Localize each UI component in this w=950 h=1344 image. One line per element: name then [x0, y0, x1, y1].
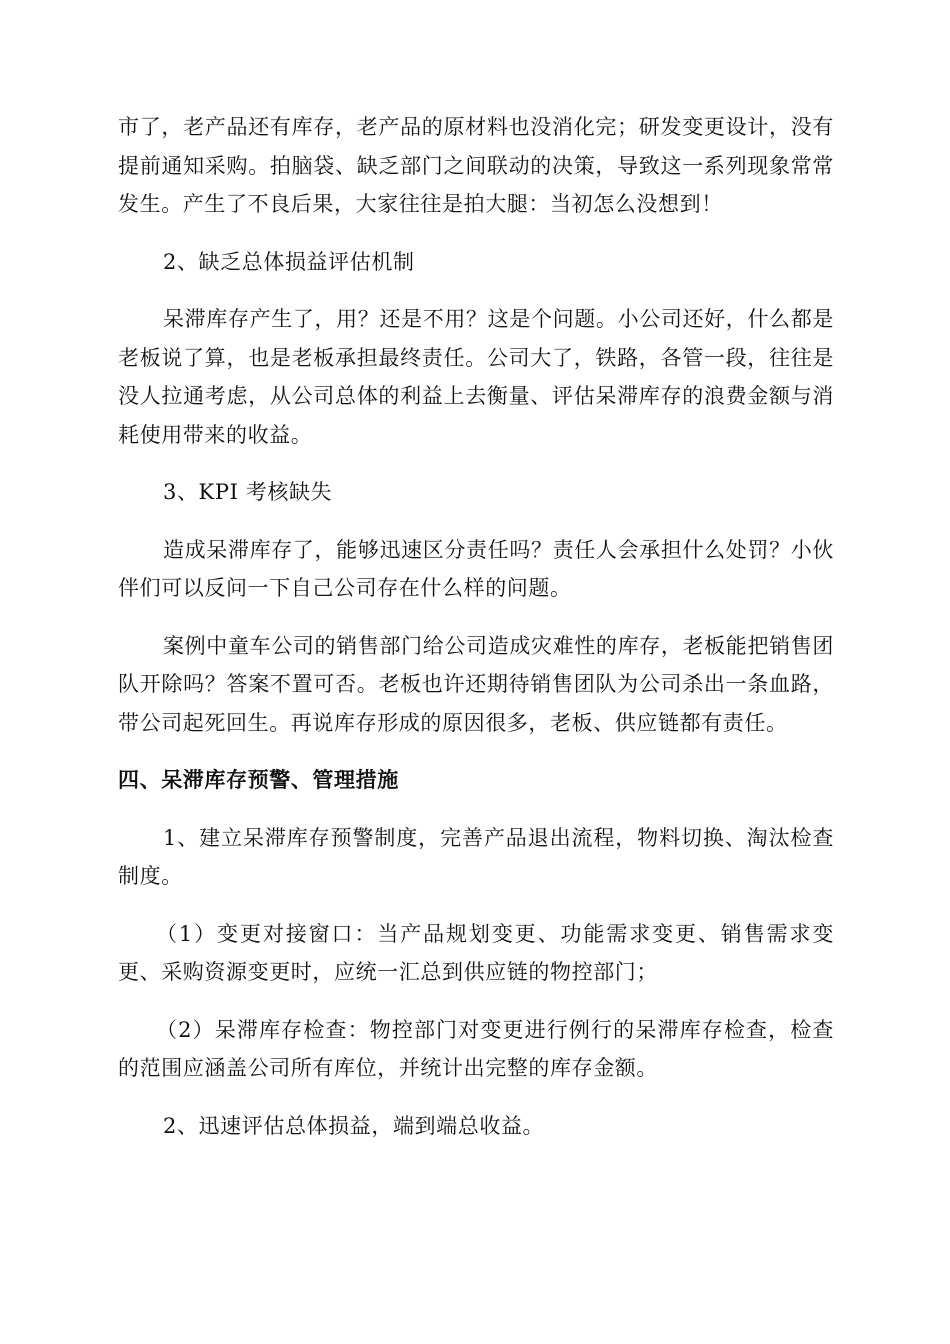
- list-item-2: 2、迅速评估总体损益，端到端总收益。: [163, 1113, 545, 1138]
- list-subitem-1: （1）变更对接窗口：当产品规划变更、功能需求变更、销售需求变更、采购资源变更时，应统一汇总到供应链的物控部门；: [118, 921, 834, 984]
- list-subitem-2: （2）呆滞库存检查：物控部门对变更进行例行的呆滞库存检查，检查的范围应涵盖公司所有库位，并统计出完整的库存金额。: [118, 1017, 834, 1080]
- section-heading: 四、呆滞库存预警、管理措施: [118, 768, 399, 792]
- paragraph: 呆滞库存产生了，用？还是不用？这是个问题。小公司还好，什么都是老板说了算，也是老板承担最终责任。公司大了，铁路，各管一段，往往是没人拉通考虑，从公司总体的利益上去衡量、评估呆滞库存的浪费金额与消耗使用带来的收益。: [118, 307, 834, 447]
- document-page: [118, 108, 834, 1145]
- paragraph: 造成呆滞库存了，能够迅速区分责任吗？责任人会承担什么处罚？小伙伴们可以反问一下自己公司存在什么样的问题。: [118, 537, 834, 600]
- paragraph: 案例中童车公司的销售部门给公司造成灾难性的库存，老板能把销售团队开除吗？答案不置可否。老板也许还期待销售团队为公司杀出一条血路，带公司起死回生。再说库存形成的原因很多，老板、供应链都有责任。: [118, 633, 834, 735]
- paragraph-continued: 市了，老产品还有库存，老产品的原材料也没消化完；研发变更设计，没有提前通知采购。拍脑袋、缺乏部门之间联动的决策，导致这一系列现象常常发生。产生了不良后果，大家往往是拍大腿：当初怎么没想到！: [118, 115, 834, 216]
- list-item-1: 1、建立呆滞库存预警制度，完善产品退出流程，物料切换、淘汰检查制度。: [118, 825, 834, 888]
- subheading-3: 3、KPI 考核缺失: [163, 480, 333, 504]
- subheading-2: 2、缺乏总体损益评估机制: [163, 249, 415, 274]
